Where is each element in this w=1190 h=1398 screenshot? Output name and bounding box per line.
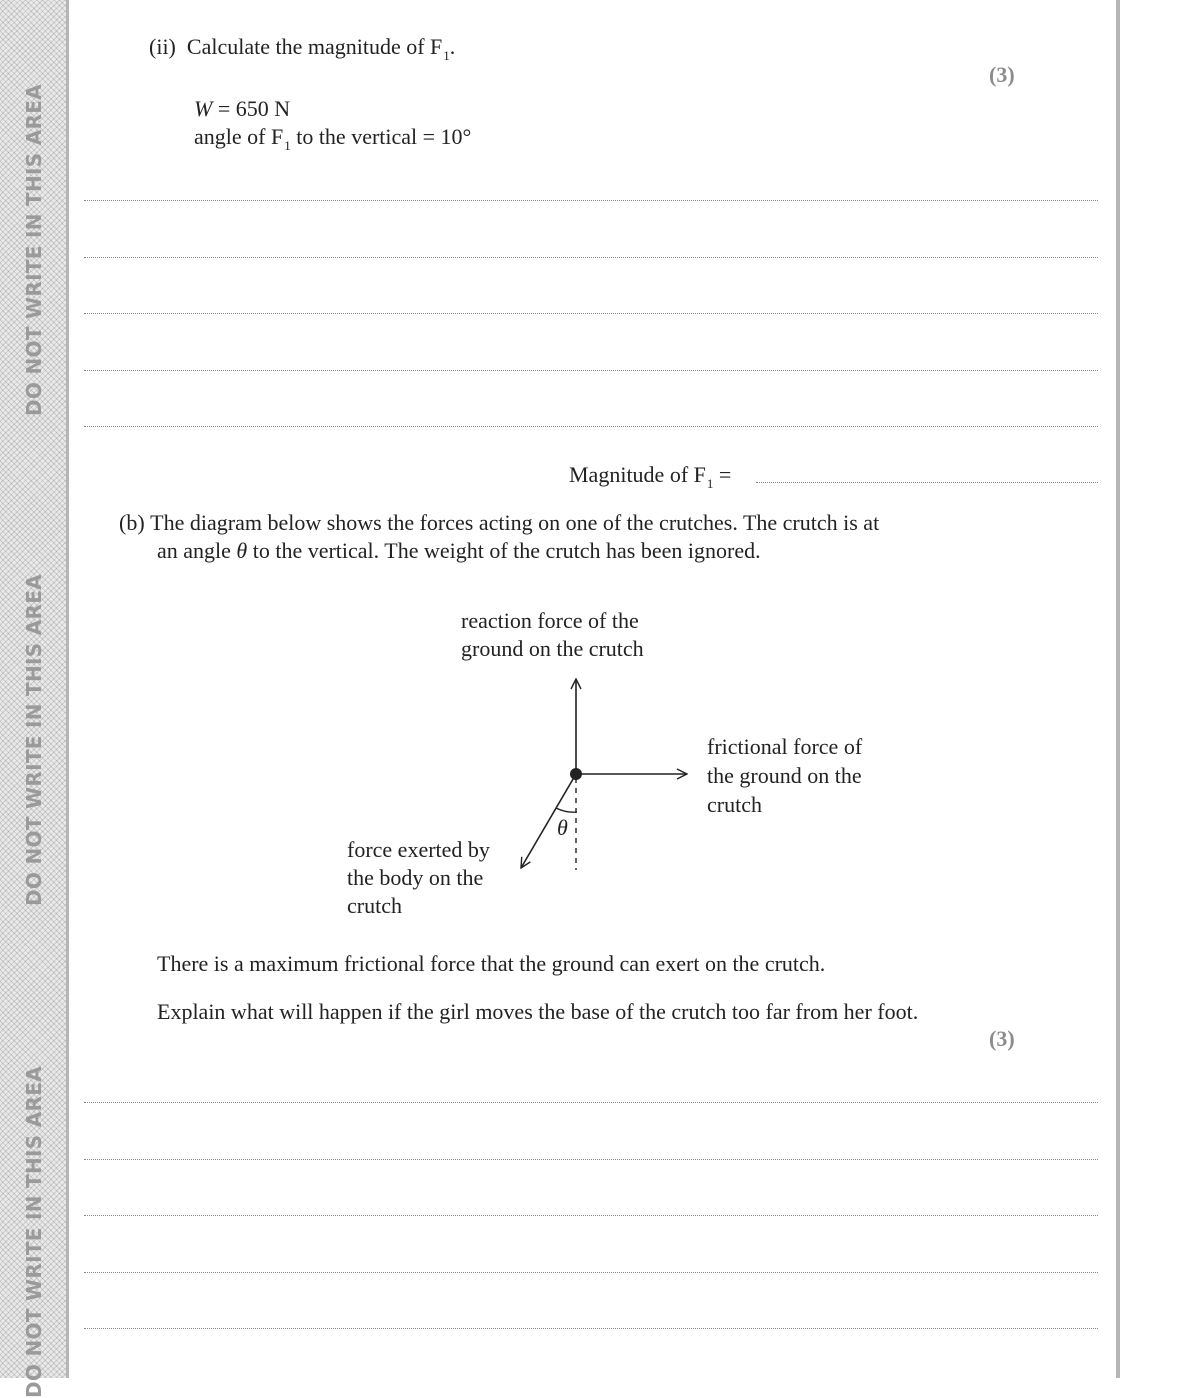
margin-warning-text: DO NOT WRITE IN THIS AREA [22,574,46,906]
question-punct: . [449,34,456,59]
answer-label-equals: = [713,462,732,487]
answer-line[interactable] [84,1102,1098,1103]
label-body-line2: the body on the [347,865,484,890]
theta-symbol: θ [557,815,568,840]
label-friction-line1: frictional force of [707,734,863,759]
instruction-text: Explain what will happen if the girl moves the base of the crutch too far from her foot. [157,999,919,1024]
answer-line[interactable] [84,1328,1098,1329]
answer-line[interactable] [84,1272,1098,1273]
label-body-line3: crutch [347,893,402,918]
theta-symbol: θ [236,538,248,563]
angle-label: angle of F [194,124,284,149]
weight-symbol: W [194,96,213,121]
question-text: Calculate the magnitude of F [186,34,443,59]
intro-line-2a: an angle [157,538,237,563]
answer-line[interactable] [84,1159,1098,1160]
margin-warning-text: DO NOT WRITE IN THIS AREA [22,1066,46,1398]
answer-line[interactable] [84,1215,1098,1216]
subscript: 1 [443,48,450,63]
label-friction-line3: crutch [707,792,762,817]
label-friction-line2: the ground on the [707,763,862,788]
marks-b: (3) [989,1026,1015,1051]
statement-text: There is a maximum frictional force that the ground can exert on the crutch. [157,951,826,976]
label-reaction-line1: reaction force of the [461,608,639,633]
intro-line-1: The diagram below shows the forces acting on one of the crutches. The crutch is at [150,510,880,535]
subscript: 1 [284,138,291,153]
angle-value: to the vertical = 10° [290,124,472,149]
label-reaction-line2: ground on the crutch [461,636,644,661]
weight-value: = 650 N [212,96,291,121]
contact-point [570,768,582,780]
margin-warning-text: DO NOT WRITE IN THIS AREA [22,84,46,416]
angle-arc [556,808,577,812]
label-body-line1: force exerted by [347,837,490,862]
question-number: (ii) [149,34,176,59]
question-number: (b) [119,510,145,535]
angle-label [557,814,568,842]
marks-a-ii: (3) [989,62,1015,87]
answer-label-text: Magnitude of F [569,462,706,487]
subscript: 1 [706,476,714,491]
intro-line-2b: to the vertical. The weight of the crutch has been ignored. [247,538,761,563]
